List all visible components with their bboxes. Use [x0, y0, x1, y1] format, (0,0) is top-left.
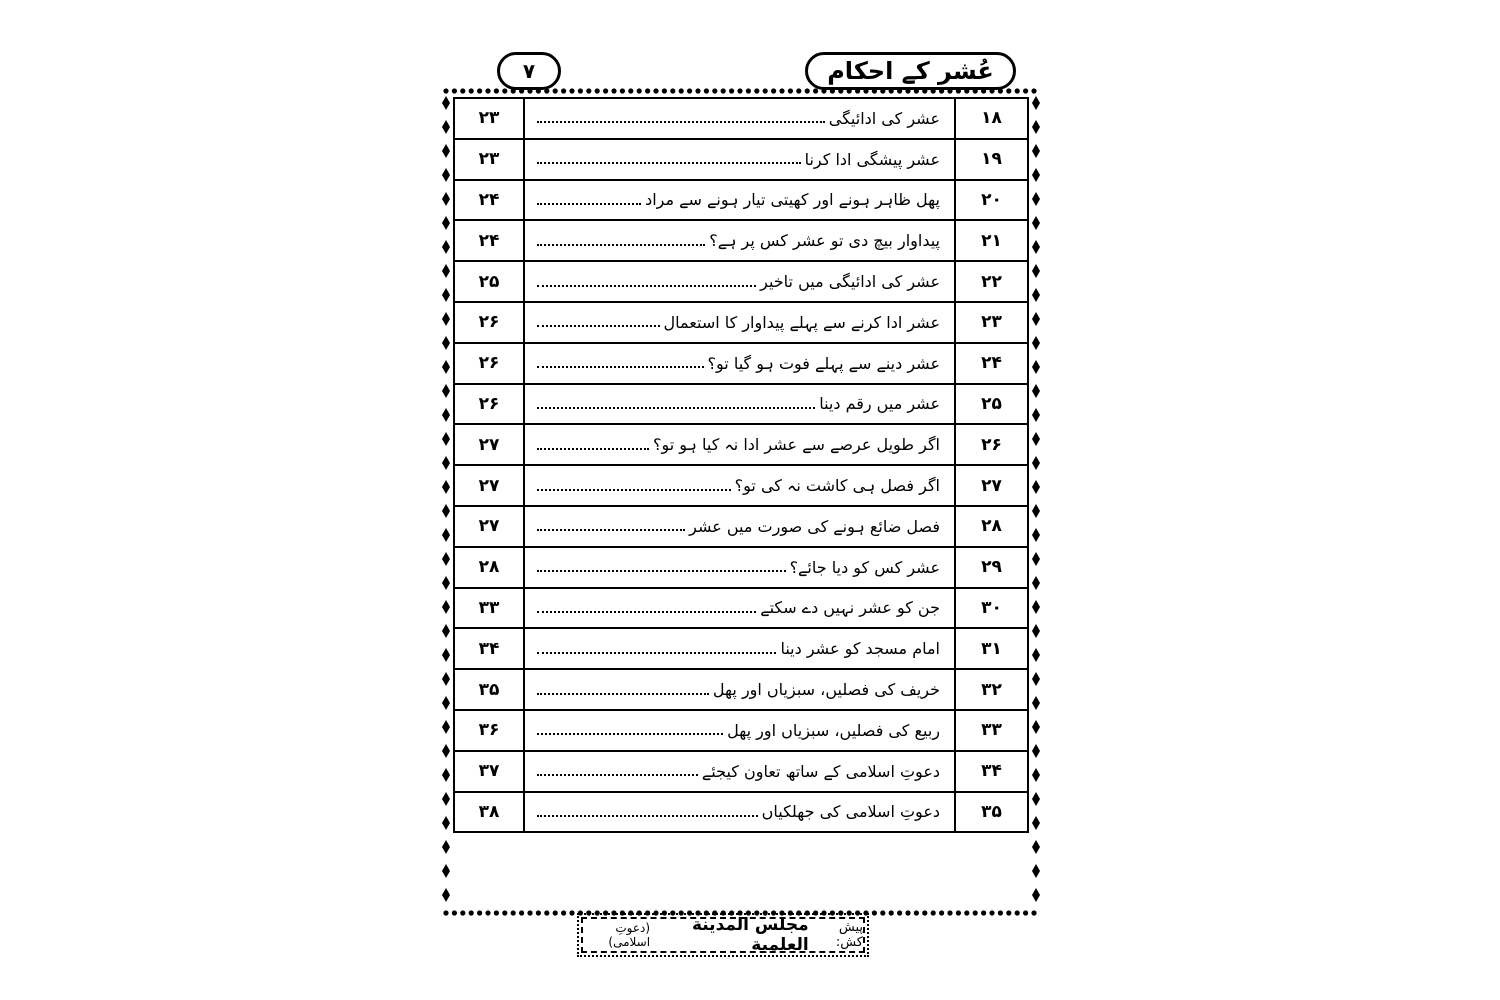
organization-name: (دعوتِ اسلامی)	[608, 921, 651, 949]
toc-entry-title: عشر دینے سے پہلے فوت ہو گیا تو؟	[707, 353, 940, 373]
toc-entry-number: ۲۰	[955, 180, 1028, 221]
toc-entry-title-cell	[524, 384, 955, 425]
dot-leader	[537, 399, 815, 409]
toc-row	[454, 302, 1028, 343]
toc-row	[454, 547, 1028, 588]
toc-entry-title: فصل ضائع ہونے کی صورت میں عشر	[689, 516, 940, 536]
toc-row	[454, 98, 1028, 139]
toc-entry-number: ۲۴	[955, 343, 1028, 384]
toc-entry-title: عشر کس کو دیا جائے؟	[789, 557, 940, 577]
toc-entry-title: ربیع کی فصلیں، سبزیاں اور پھل	[727, 720, 940, 740]
toc-entry-page: ۲۴	[454, 220, 524, 261]
dot-leader	[537, 277, 756, 287]
toc-row	[454, 751, 1028, 792]
dot-leader	[537, 440, 649, 450]
toc-entry-number: ۳۴	[955, 751, 1028, 792]
toc-entry-title: دعوتِ اسلامی کی جھلکیاں	[761, 802, 940, 822]
toc-entry-title-cell	[524, 751, 955, 792]
toc-entry-title-cell	[524, 343, 955, 384]
toc-row	[454, 669, 1028, 710]
toc-entry-page: ۲۶	[454, 343, 524, 384]
toc-row	[454, 465, 1028, 506]
publisher-name: مجلس المدينة العلمية	[691, 915, 809, 955]
toc-entry-page: ۲۸	[454, 547, 524, 588]
toc-entry-title: عشر ادا کرنے سے پہلے پیداوار کا استعمال	[663, 312, 940, 332]
dot-leader	[537, 807, 758, 817]
toc-entry-title-cell	[524, 139, 955, 180]
toc-entry-title: امام مسجد کو عشر دینا	[780, 639, 940, 659]
toc-row	[454, 628, 1028, 669]
toc-entry-page: ۳۶	[454, 710, 524, 751]
toc-entry-title: خریف کی فصلیں، سبزیاں اور پھل	[712, 680, 940, 700]
toc-entry-page: ۳۵	[454, 669, 524, 710]
toc-entry-title: دعوتِ اسلامی کے ساتھ تعاون کیجئے	[701, 761, 940, 781]
toc-entry-title-cell	[524, 792, 955, 833]
toc-entry-number: ۲۶	[955, 424, 1028, 465]
toc-entry-page: ۳۷	[454, 751, 524, 792]
dot-leader	[537, 195, 641, 205]
book-title-badge	[805, 52, 1016, 90]
toc-row	[454, 139, 1028, 180]
toc-row	[454, 588, 1028, 629]
toc-entry-title: عشر میں رقم دینا	[819, 394, 940, 414]
dot-leader	[537, 644, 776, 654]
toc-entry-page: ۲۶	[454, 384, 524, 425]
toc-entry-number: ۲۸	[955, 506, 1028, 547]
toc-entry-title: اگر طویل عرصے سے عشر ادا نہ کیا ہو تو؟	[652, 435, 940, 455]
dot-leader	[537, 481, 731, 491]
toc-entry-number: ۲۵	[955, 384, 1028, 425]
dot-leader	[537, 562, 786, 572]
toc-entry-title: پیداوار بیچ دی تو عشر کس پر ہے؟	[709, 231, 940, 251]
toc-entry-title-cell	[524, 669, 955, 710]
toc-row	[454, 506, 1028, 547]
toc-row	[454, 343, 1028, 384]
toc-entry-page: ۲۵	[454, 261, 524, 302]
toc-entry-number: ۱۸	[955, 98, 1028, 139]
dot-leader	[537, 603, 756, 613]
table-of-contents	[453, 97, 1029, 833]
toc-entry-number: ۲۷	[955, 465, 1028, 506]
toc-row	[454, 710, 1028, 751]
toc-entry-title-cell	[524, 302, 955, 343]
toc-entry-page: ۲۷	[454, 506, 524, 547]
page-number: ۷	[522, 59, 536, 83]
toc-entry-number: ۲۲	[955, 261, 1028, 302]
toc-entry-title-cell	[524, 547, 955, 588]
toc-entry-title: عشر کی ادائیگی میں تاخیر	[760, 272, 940, 292]
toc-entry-title-cell	[524, 424, 955, 465]
toc-entry-number: ۳۰	[955, 588, 1028, 629]
dot-leader	[537, 725, 723, 735]
toc-entry-page: ۲۶	[454, 302, 524, 343]
toc-entry-page: ۲۳	[454, 98, 524, 139]
toc-entry-page: ۲۷	[454, 424, 524, 465]
toc-row	[454, 424, 1028, 465]
toc-row	[454, 261, 1028, 302]
toc-entry-title-cell	[524, 588, 955, 629]
presented-by-label: پیش کش:	[835, 920, 863, 950]
toc-entry-title-cell	[524, 710, 955, 751]
toc-entry-title-cell	[524, 220, 955, 261]
toc-entry-title: جن کو عشر نہیں دے سکتے	[760, 598, 940, 618]
toc-entry-title-cell	[524, 628, 955, 669]
toc-entry-number: ۲۳	[955, 302, 1028, 343]
toc-entry-number: ۱۹	[955, 139, 1028, 180]
dot-leader	[537, 685, 709, 695]
book-title: عُشر کے احکام	[827, 57, 994, 85]
publisher-stamp	[581, 917, 865, 953]
toc-entry-title-cell	[524, 465, 955, 506]
dot-leader	[537, 113, 825, 123]
dot-leader	[537, 154, 801, 164]
toc-entry-page: ۳۳	[454, 588, 524, 629]
toc-entry-number: ۳۲	[955, 669, 1028, 710]
toc-entry-page: ۳۴	[454, 628, 524, 669]
toc-entry-title-cell	[524, 506, 955, 547]
dot-leader	[537, 317, 660, 327]
toc-entry-number: ۳۳	[955, 710, 1028, 751]
toc-entry-title-cell	[524, 261, 955, 302]
toc-entry-page: ۲۷	[454, 465, 524, 506]
toc-entry-title: اگر فصل ہی کاشت نہ کی تو؟	[734, 476, 940, 496]
dot-leader	[537, 358, 704, 368]
dot-leader	[537, 236, 705, 246]
dot-leader	[537, 766, 698, 776]
toc-row	[454, 792, 1028, 833]
toc-entry-title: پھل ظاہر ہونے اور کھیتی تیار ہونے سے مراد	[645, 190, 940, 210]
page-number-badge	[497, 52, 561, 90]
toc-entry-title-cell	[524, 180, 955, 221]
toc-row	[454, 384, 1028, 425]
toc-entry-title: عشر کی ادائیگی	[828, 108, 940, 128]
toc-entry-number: ۲۹	[955, 547, 1028, 588]
toc-table	[453, 97, 1029, 833]
toc-entry-title-cell	[524, 98, 955, 139]
toc-entry-page: ۲۴	[454, 180, 524, 221]
toc-entry-page: ۲۳	[454, 139, 524, 180]
dot-leader	[537, 521, 685, 531]
toc-entry-number: ۳۱	[955, 628, 1028, 669]
toc-entry-title: عشر پیشگی ادا کرنا	[804, 149, 940, 169]
toc-row	[454, 220, 1028, 261]
toc-entry-number: ۳۵	[955, 792, 1028, 833]
toc-entry-page: ۳۸	[454, 792, 524, 833]
toc-entry-number: ۲۱	[955, 220, 1028, 261]
toc-row	[454, 180, 1028, 221]
